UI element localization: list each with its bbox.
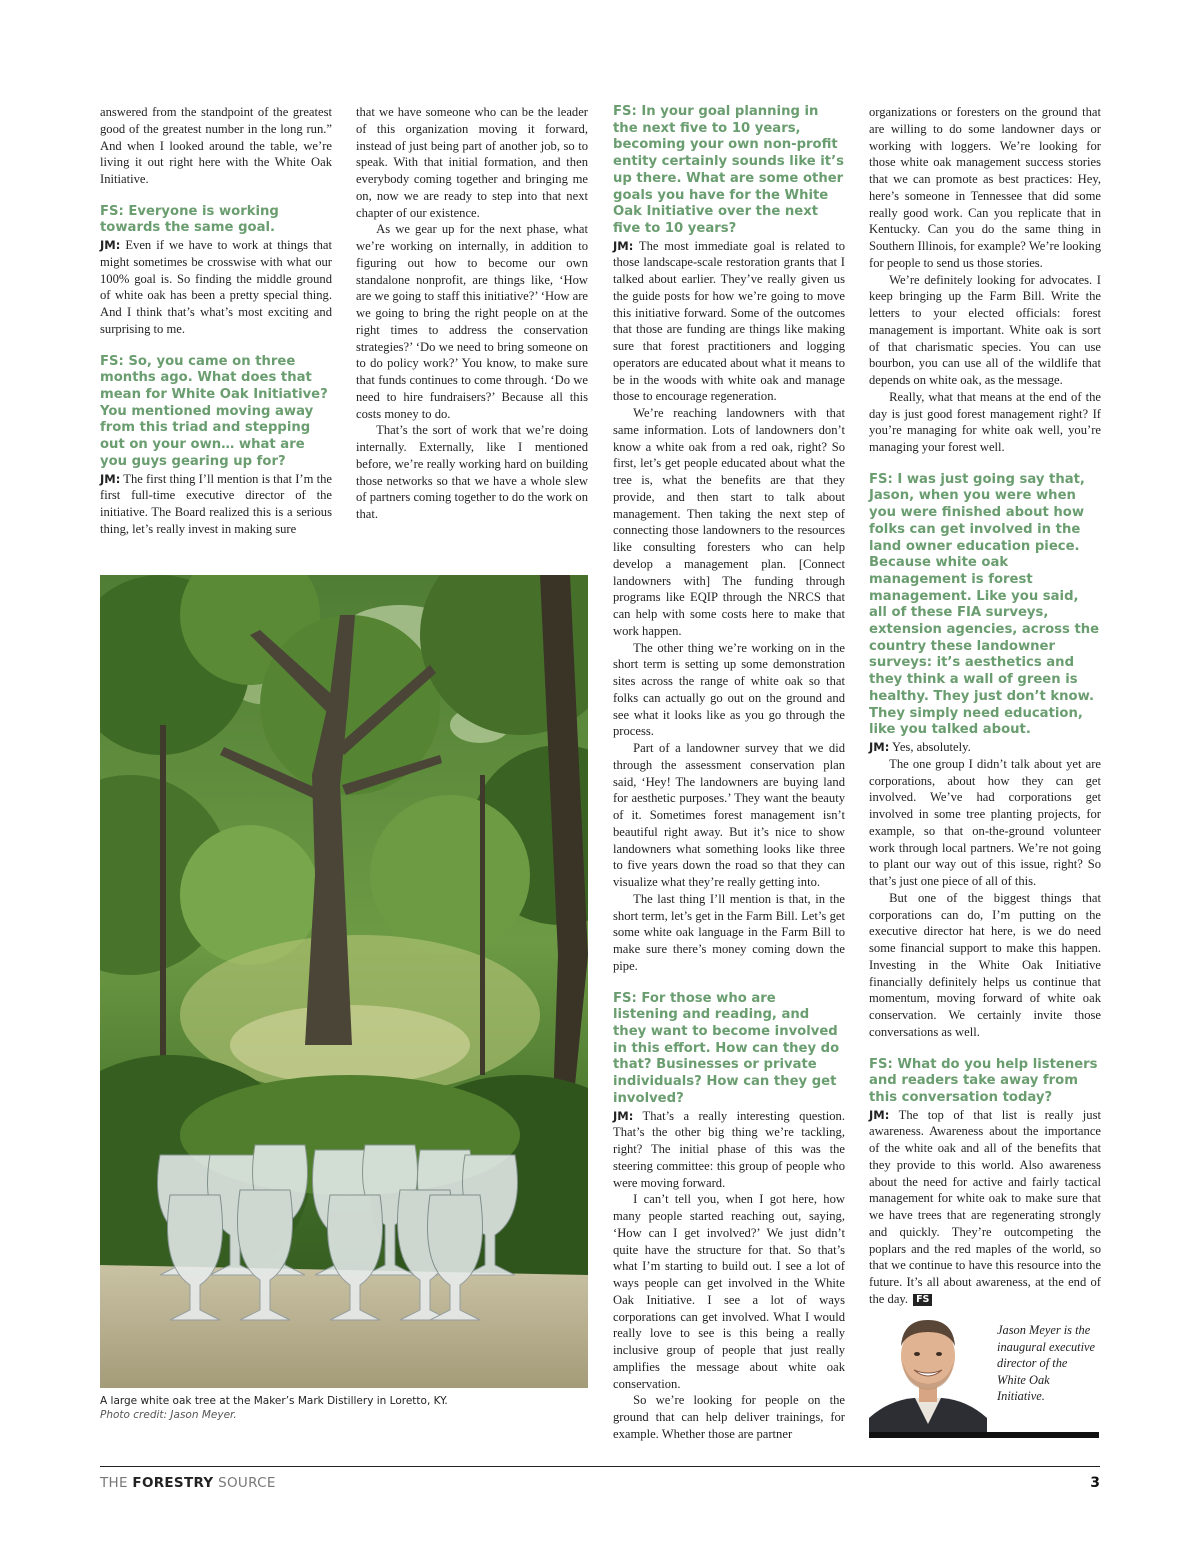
author-bio: Jason Meyer is the inaugural executive director of the White Oak Initiative. (997, 1323, 1096, 1404)
photo-credit: Photo credit: Jason Meyer. (100, 1409, 237, 1421)
answer-paragraph (869, 739, 1101, 756)
speaker-label: JM: (100, 238, 121, 253)
answer-text: Even if we have to work at things that might sometimes be crosswise with what our 100% goal is. So finding the middle ground of white oak has been a pretty special thing. And I think that’s what’s most exciting and surprising to me. (100, 238, 332, 336)
paragraph: Really, what that means at the end of the day is just good forest management right? If you’re managing for white oak well, you’re managing your forest well. (869, 389, 1101, 454)
column-4 (869, 104, 1101, 1308)
tree-photo (100, 575, 588, 1388)
answer-paragraph (869, 1107, 1101, 1308)
interview-question: FS: I was just going say that, Jason, when you were when you were finished about how folks can get involved in the land owner education piece. Because white oak management is forest management. Like you said, all of these FIA surveys, extension agencies, across the country these landowner surveys: it’s aesthetics and they think a wall of green is healthy. They just don’t know. They simply need education, like you talked about. (869, 471, 1100, 738)
page-number: 3 (1090, 1475, 1100, 1491)
answer-text: Yes, absolutely. (889, 740, 971, 754)
paragraph: I can’t tell you, when I got here, how many people started reaching out, saying, ‘How can I get involved?’ We just didn’t quite have the structure for that. So that’s what I’m starting to build out. I see a lot of ways people can get involved in the White Oak Initiative. I see a lot of ways corporations can get involved. What I would really love to see is this being a really inclusive group of people that just really amplifies the message about white oak conservation. (613, 1192, 845, 1391)
paragraph: We’re definitely looking for advocates. I keep bringing up the Farm Bill. Write the letters to your elected officials: forest management is important. White oak is sort of that charismatic species. You can use bourbon, you can use all of the wildlife that depends on white oak, as the message. (869, 272, 1101, 387)
caption-text: A large white oak tree at the Maker’s Mark Distillery in Loretto, KY. (100, 1395, 448, 1407)
paragraph: The last thing I’ll mention is that, in the short term, let’s get in the Farm Bill. Let’s get some white oak language in the Farm Bill to make sure there’s money coming down the pipe. (613, 891, 845, 973)
answer-text: The top of that list is really just awareness. Awareness about the importance of the white oak and all of the benefits that they provide to this world. Also awareness about the need for active and fairly tactical management for white oak to make sure that we have trees that are regenerating strongly and quickly. They’re outcompeting the poplars and the red maples of the world, so that we continue to have this resource into the future. It’s all about awareness, at the end of the day. (869, 1107, 1101, 1306)
portrait-rule (869, 1432, 1099, 1438)
answer-text: The first thing I’ll mention is that I’m the first full-time executive director of the initiative. The Board realized this is a serious thing, let’s really invest in making sure (100, 471, 332, 536)
portrait-photo (869, 1306, 987, 1436)
paragraph: But one of the biggest things that corporations can do, I’m putting on the executive director hat here, is we do need some financial support to make this happen. Investing in the White Oak Initiative financially definitely helps us continue that momentum, moving forward of white oak conservation. We certainly invite those conversations as well. (869, 890, 1101, 1039)
answer-paragraph (100, 471, 332, 538)
answer-paragraph (613, 1108, 845, 1192)
brand-suffix: SOURCE (213, 1475, 276, 1491)
portrait-illustration (869, 1306, 987, 1436)
paragraph: answered from the standpoint of the greatest good of the greatest number in the long run.” And when I looked around the table, we’re living it out right here with the White Oak Initiative. (100, 105, 332, 186)
interview-question: FS: In your goal planning in the next five to 10 years, becoming your own non-profit entity certainly sounds like it’s up there. What are some other goals you have for the White Oak Initiative over the next five to 10 years? (613, 104, 844, 236)
paragraph: that we have someone who can be the leader of this organization moving it forward, instead of just being part of another job, so to speak. With that initial formation, and then everybody coming together and bringing me on, now we are ready to step into that next chapter of our existence. (356, 105, 588, 220)
paragraph: organizations or foresters on the ground that are willing to do some landowner days or working with loggers. We’re looking for those white oak management success stories that we can promote as best practices: Hey, here’s someone in Tennessee that did some really good work. Can you replicate that in Kentucky. Can you do the same thing in Southern Illinois, for example? We’re looking for people to send us those stories. (869, 105, 1101, 270)
answer-paragraph (100, 237, 332, 338)
footer-brand (100, 1475, 276, 1491)
paragraph: The other thing we’re working on in the short term is setting up some demonstration sites across the range of white oak so that folks can actually go out on the ground and see what it looks like as you go through the process. (613, 640, 845, 739)
paragraph: We’re reaching landowners with that same information. Lots of landowners don’t know a white oak from a red oak, right? So first, let’s get people educated about what the tree is, what the benefits are that they provide, and then start to talk about management. Then taking the next step of connecting those landowners to the resources like consulting foresters who can help develop a management plan. [Connect landowners with] The funding through programs like EQIP through the NRCS that can help with some costs here to make that work happen. (613, 406, 845, 638)
column-1 (100, 104, 332, 538)
speaker-label: JM: (613, 238, 634, 253)
paragraph: As we gear up for the next phase, what we’re working on internally, in addition to figuring out how to become our own standalone nonprofit, are things like, ‘How are we going to staff this initiative?’ ‘How are we going to bring the right people on at the right times to address the conservation strategies?’ ‘Do we need to bring someone on to do policy work?’ You know, to make sure that funds continues to come through. ‘Do we need to hire fundraisers?’ Because all this costs money to do. (356, 222, 588, 421)
answer-paragraph (613, 238, 845, 406)
tree-photo-illustration (100, 575, 588, 1388)
interview-question: FS: For those who are listening and reading, and they want to become involved in this effort. How can they do that? Businesses or private individuals? How can they get involved? (613, 990, 840, 1106)
speaker-label: JM: (869, 740, 890, 754)
footer-divider (100, 1466, 1100, 1467)
speaker-label: JM: (100, 471, 121, 486)
interview-question: FS: Everyone is working towards the same goal. (100, 203, 279, 236)
answer-text: That’s a really interesting question. That’s the other big thing we’re tackling, right? The initial phase of this was the steering committee: this group of people who were moving forward. (613, 1108, 845, 1190)
paragraph: The one group I didn’t talk about yet are corporations, about how they can get involved. We’ve had corporations get involved in some tree planting projects, for example, so that on-the-ground volunteer work through local partners. We’re not going to plant our way out of this issue, right? So that’s just one piece of all of this. (869, 756, 1101, 888)
interview-question: FS: What do you help listeners and readers take away from this conversation today? (869, 1056, 1098, 1105)
paragraph: So we’re looking for people on the ground that can help deliver trainings, for example. Whether those are partner (613, 1393, 845, 1441)
photo-caption (100, 1394, 588, 1422)
interview-question: FS: So, you came on three months ago. What does that mean for White Oak Initiative? You mentioned moving away from this triad and stepping out on your own… what are you guys gearing up for? (100, 353, 328, 469)
speaker-label: JM: (869, 1107, 890, 1122)
paragraph: That’s the sort of work that we’re doing internally. Externally, like I mentioned before, we’re really working hard on building those networks so that we have a whole slew of partners coming together to do the work on that. (356, 423, 588, 521)
brand-bold: FORESTRY (132, 1475, 214, 1491)
column-2 (356, 104, 588, 523)
answer-text: The most immediate goal is related to those landscape-scale restoration grants that I talked about earlier. They’ve really given us the guide posts for how we’re going to move this initiative forward. Some of the outcomes that those are funding are things like making sure that forest practitioners and logging operators are educated about what it means to be in the woods with white oak and manage those to encourage regeneration. (613, 238, 845, 404)
paragraph: Part of a landowner survey that we did through the assessment conservation plan said, ‘Hey! The landowners are buying land for aesthetic purposes.’ They want the beauty of it. Sometimes forest management isn’t beautiful right away. But it’s nice to show landowners what something looks like three to five years down the road so that they can visualize what they’re really getting into. (613, 741, 845, 890)
brand-prefix: THE (100, 1475, 133, 1491)
fs-end-badge: FS (913, 1294, 932, 1306)
speaker-label: JM: (613, 1108, 634, 1123)
column-3 (613, 104, 845, 1443)
